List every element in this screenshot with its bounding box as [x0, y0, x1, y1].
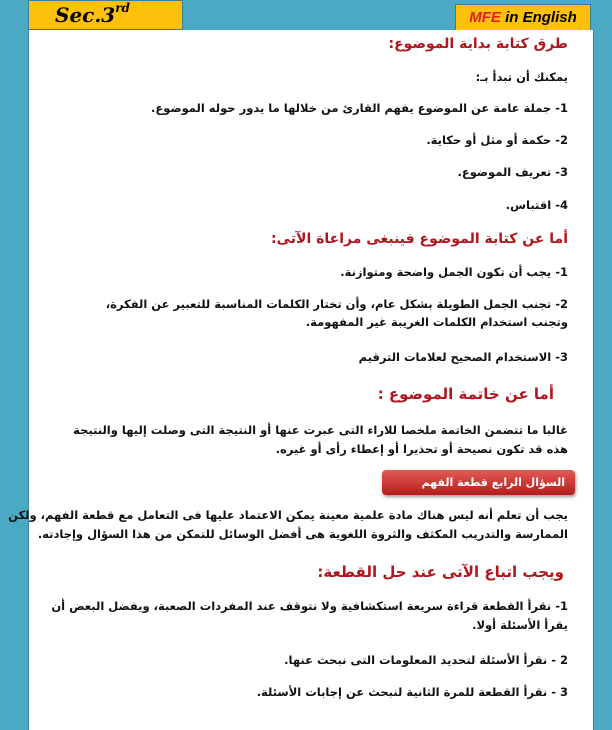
heading-steps: ويجب اتباع الآتى عند حل القطعة: [317, 563, 564, 581]
paragraph-line: الممارسة والتدريب المكثف والثروة اللغوية هى أفضل الوسائل للتمكن من هذا السؤال وإجادته. [37, 527, 568, 541]
section-tag [28, 0, 183, 30]
intro-text: يمكنك أن تبدأ بـ: [475, 70, 568, 84]
list-item: 3 - نقرأ القطعة للمرة الثانية لنبحث عن إجابات الأسئلة. [256, 685, 568, 699]
list-item: 2- حكمة أو مثل أو حكاية. [426, 133, 568, 147]
section-label: Sec.3 [55, 3, 116, 27]
paragraph-line: هذه قد تكون نصيحة أو تحذيرا أو إعطاء رأى أو غيره. [275, 442, 568, 456]
brand-rest: in English [500, 9, 577, 26]
list-item: 4- اقتباس. [505, 198, 568, 212]
list-item: 2- تجنب الجمل الطويلة بشكل عام، وأن تختار الكلمات المناسبة للتعبير عن الفكرة، [105, 297, 568, 311]
heading-conclusion: أما عن خاتمة الموضوع : [377, 385, 554, 403]
list-item: 1- يجب أن تكون الجمل واضحة ومتوازنة. [340, 265, 568, 279]
list-item: 1- جملة عامة عن الموضوع يفهم القارئ من خلالها ما يدور حوله الموضوع. [151, 101, 568, 115]
brand-tag [455, 4, 591, 31]
list-item: 3- الاستخدام الصحيح لعلامات الترقيم [358, 350, 568, 364]
section-banner: السؤال الرابع قطعة الفهم [382, 470, 575, 495]
paragraph-line: غالبا ما تتضمن الخاتمة ملخصا للاراء التى عبرت عنها أو النتيجة التى وصلت إليها والنتيجة [73, 423, 568, 437]
section-sup: rd [115, 1, 130, 15]
brand-mfe: MFE [469, 9, 501, 26]
list-item-continued: يقرأ الأسئلة أولا. [472, 618, 568, 632]
list-item: 2 - نقرأ الأسئلة لتحديد المعلومات التى نبحث عنها. [284, 653, 568, 667]
heading-body: أما عن كتابة الموضوع فينبغى مراعاة الآتى: [271, 231, 568, 247]
list-item: 1- نقرأ القطعة قراءة سريعة استكشافية ولا نتوقف عند المفردات الصعبة، ويفضل البعض أن [51, 599, 568, 613]
list-item: 3- تعريف الموضوع. [457, 165, 568, 179]
paragraph-line: يجب أن تعلم أنه ليس هناك مادة علمية معينة يمكن الاعتماد عليها فى التعامل مع قطعة الفهم، ولكن [8, 508, 568, 522]
heading-intro: طرق كتابة بداية الموضوع: [388, 36, 568, 52]
list-item-continued: وتجنب استخدام الكلمات الغريبة غير المفهومة. [305, 315, 568, 329]
